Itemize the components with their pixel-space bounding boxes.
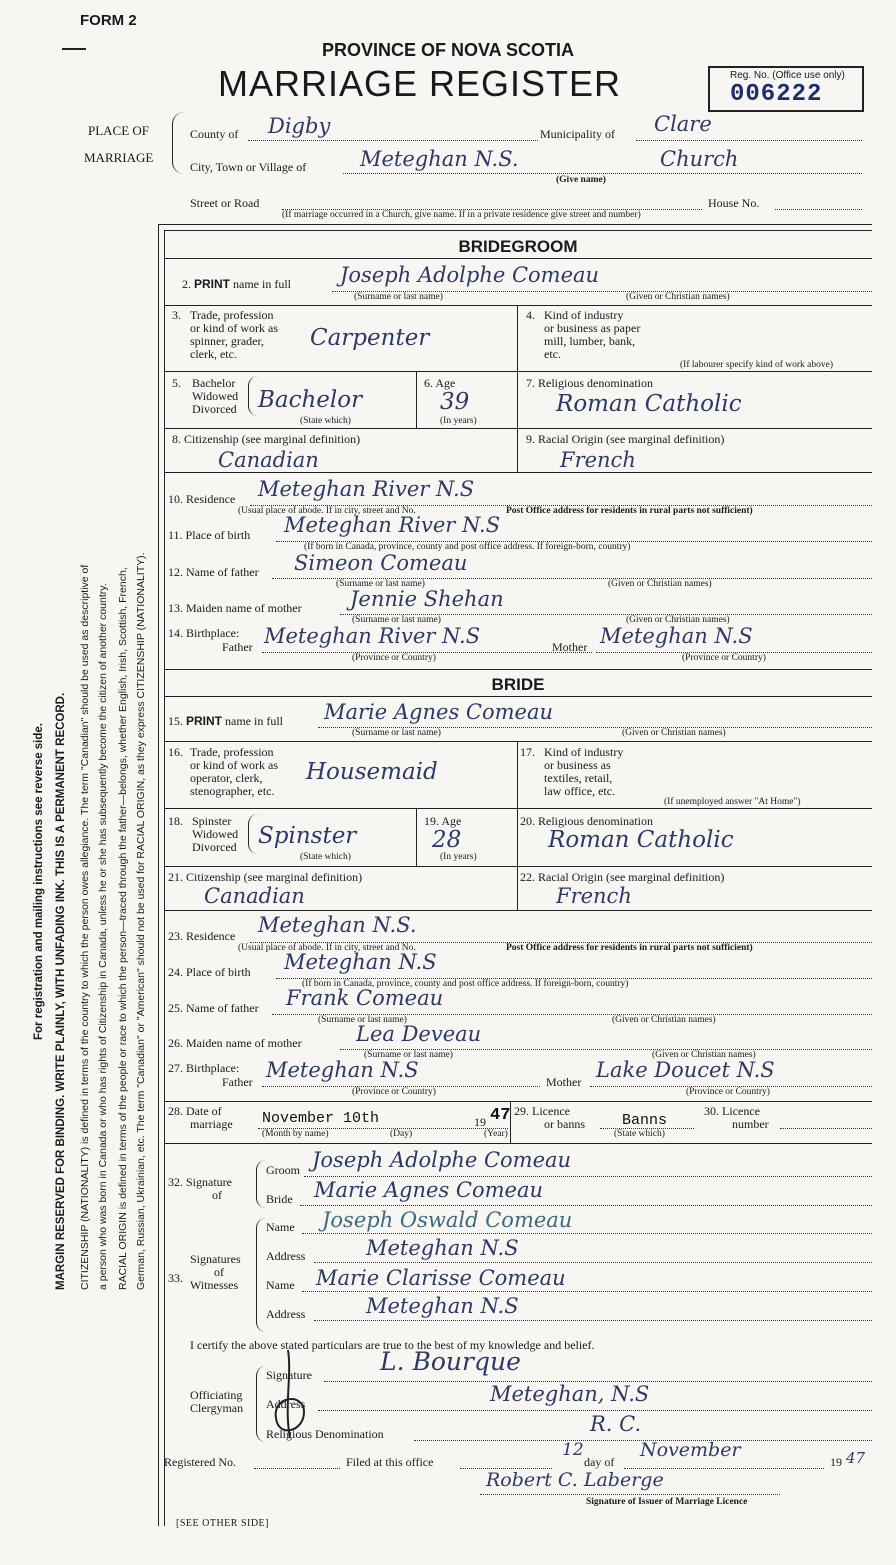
bride-signature: Marie Agnes Comeau bbox=[314, 1178, 543, 1202]
issuer-label: Signature of Issuer of Marriage Licence bbox=[586, 1497, 748, 1507]
groom-given-note: (Given or Christian names) bbox=[626, 292, 730, 302]
groom-mother-birthplace-value: Meteghan N.S bbox=[600, 624, 753, 648]
municipality-value: Clare bbox=[654, 112, 712, 136]
place-label-1: PLACE OF bbox=[88, 123, 150, 138]
groom-mother-value: Jennie Shehan bbox=[350, 587, 504, 611]
filed-year-value: 47 bbox=[846, 1449, 866, 1467]
licence-banns-value: Banns bbox=[622, 1112, 668, 1129]
margin-binding-note: MARGIN RESERVED FOR BINDING. WRITE PLAINLY, WITH UNFADING INK. THIS IS A PERMANENT RECORD. bbox=[55, 692, 67, 1290]
bride-mother-birthplace-value: Lake Doucet N.S bbox=[596, 1058, 775, 1082]
registered-no-label: Registered No. bbox=[164, 1455, 236, 1469]
bride-name-label: 15. PRINT name in full bbox=[168, 714, 283, 728]
margin-citizenship-def-2: a person who was born in Canada or who has rights of Citizenship in Canada, unless he or she has subsequently become the citizen of another country. bbox=[97, 583, 109, 1290]
page-title: MARRIAGE REGISTER bbox=[218, 63, 622, 104]
province-heading: PROVINCE OF NOVA SCOTIA bbox=[321, 40, 575, 60]
reg-box-label: Reg. No. (Office use only) bbox=[730, 70, 845, 81]
groom-residence-value: Meteghan River N.S bbox=[258, 477, 475, 501]
groom-father-birthplace-value: Meteghan River N.S bbox=[264, 624, 481, 648]
clergyman-address: Meteghan, N.S bbox=[490, 1382, 650, 1406]
bride-trade-value: Housemaid bbox=[306, 759, 438, 785]
witness2-name: Marie Clarisse Comeau bbox=[316, 1266, 566, 1290]
bride-name-value: Marie Agnes Comeau bbox=[324, 700, 553, 724]
see-other-side: [SEE OTHER SIDE] bbox=[176, 1518, 269, 1529]
bride-age-value: 28 bbox=[432, 827, 462, 853]
marriage-year-value: 47 bbox=[490, 1106, 511, 1125]
groom-surname-note: (Surname or last name) bbox=[354, 292, 443, 302]
groom-citizenship-value: Canadian bbox=[218, 448, 319, 472]
groom-section-title: BRIDEGROOM bbox=[458, 237, 578, 256]
reg-box-number: 006222 bbox=[730, 81, 823, 108]
issuer-signature: Robert C. Laberge bbox=[486, 1469, 664, 1491]
bride-father-value: Frank Comeau bbox=[286, 986, 444, 1010]
county-label: County of bbox=[190, 127, 239, 141]
bride-section-title: BRIDE bbox=[491, 675, 545, 694]
margin-citizenship-def-1: CITIZENSHIP (NATIONALITY) is defined in terms of the country to which the person owes allegiance. The term "Canadian" should be used as descriptive of bbox=[79, 564, 91, 1290]
groom-father-value: Simeon Comeau bbox=[294, 551, 468, 575]
clergyman-denomination: R. C. bbox=[590, 1412, 642, 1436]
margin-racial-def-2: German, Russian, Ukrainian, etc. The term "Canadian" or "American" should not be used for RACIAL ORIGIN, as they express CITIZENSHIP (NATIONALITY). bbox=[135, 552, 147, 1290]
margin-racial-def-1: RACIAL ORIGIN is defined in terms of the people or race to which the person—traced through the father—belongs, whether English, Irish, Scottish, French, bbox=[117, 567, 129, 1290]
groom-name-value: Joseph Adolphe Comeau bbox=[340, 263, 600, 287]
church-value: Church bbox=[660, 147, 739, 171]
certification-statement: I certify the above stated particulars are true to the best of my knowledge and belief. bbox=[190, 1338, 595, 1352]
filed-label: Filed at this office bbox=[346, 1455, 434, 1469]
filed-month-value: November bbox=[640, 1439, 741, 1461]
house-label: House No. bbox=[708, 196, 760, 210]
bride-racial-value: French bbox=[556, 884, 632, 908]
bride-residence-value: Meteghan N.S. bbox=[258, 913, 417, 937]
groom-name-label: 2. PRINT name in full bbox=[182, 277, 291, 291]
witness1-name: Joseph Oswald Comeau bbox=[322, 1208, 573, 1232]
municipality-label: Municipality of bbox=[540, 127, 615, 141]
place-label-2: MARRIAGE bbox=[84, 150, 154, 165]
bride-father-birthplace-value: Meteghan N.S bbox=[266, 1058, 419, 1082]
groom-age-value: 39 bbox=[440, 389, 470, 415]
witness1-address: Meteghan N.S bbox=[366, 1236, 519, 1260]
bride-birthplace-value: Meteghan N.S bbox=[284, 950, 437, 974]
witness2-address: Meteghan N.S bbox=[366, 1294, 519, 1318]
bride-religion-value: Roman Catholic bbox=[548, 827, 734, 853]
place-brace bbox=[172, 112, 186, 174]
groom-racial-value: French bbox=[560, 448, 636, 472]
city-label: City, Town or Village of bbox=[190, 160, 307, 174]
reg-number-box bbox=[708, 66, 864, 112]
form-label: FORM 2 bbox=[80, 12, 137, 29]
groom-birthplace-value: Meteghan River N.S bbox=[284, 513, 501, 537]
groom-religion-value: Roman Catholic bbox=[556, 391, 742, 417]
clergyman-signature: L. Bourque bbox=[380, 1347, 521, 1376]
margin-instructions: For registration and mailing instructions see reverse side. bbox=[33, 723, 45, 1040]
bride-citizenship-value: Canadian bbox=[204, 884, 305, 908]
bride-status-value: Spinster bbox=[258, 823, 357, 849]
street-note: (If marriage occurred in a Church, give name. If in a private residence give street and number) bbox=[282, 210, 641, 220]
county-value: Digby bbox=[268, 114, 331, 138]
groom-signature: Joseph Adolphe Comeau bbox=[312, 1148, 572, 1172]
filed-day-value: 12 bbox=[562, 1440, 584, 1460]
give-name-note: (Give name) bbox=[556, 175, 606, 185]
bride-mother-value: Lea Deveau bbox=[356, 1022, 482, 1046]
signature-flourish-mark bbox=[270, 1346, 320, 1442]
groom-status-value: Bachelor bbox=[258, 387, 363, 413]
city-value: Meteghan N.S. bbox=[360, 147, 519, 171]
marriage-date-value: November 10th bbox=[262, 1110, 380, 1127]
street-label: Street or Road bbox=[190, 196, 260, 210]
groom-trade-value: Carpenter bbox=[310, 325, 430, 351]
